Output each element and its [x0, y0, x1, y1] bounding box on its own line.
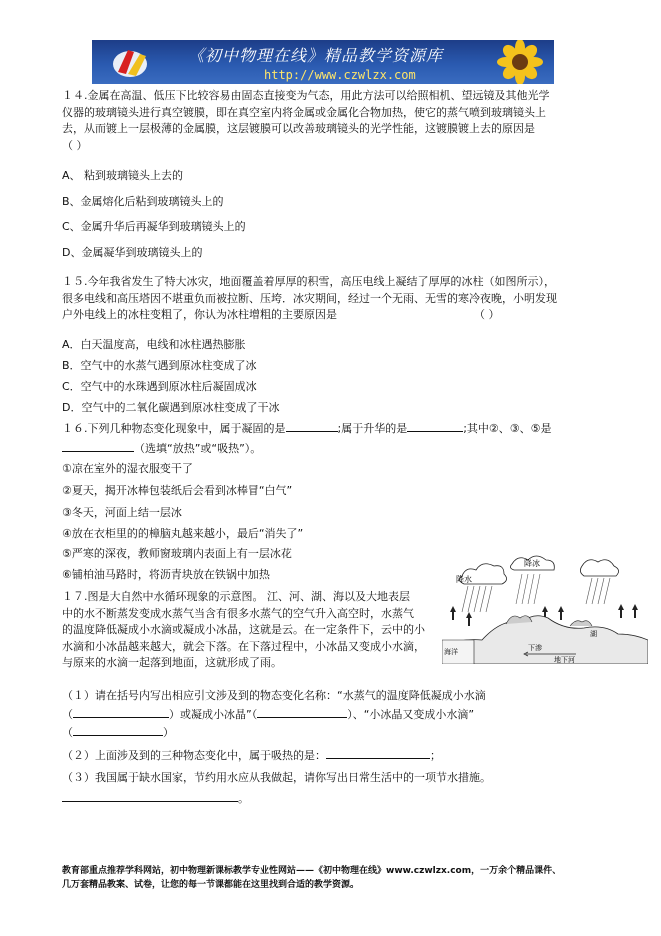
q17-text: 。	[238, 792, 249, 805]
answer-blank[interactable]	[62, 790, 238, 802]
q16-item: ⑤严寒的深夜，教师窗玻璃内表面上有一层冰花	[62, 547, 292, 560]
q14-option-c: C、金属升华后再凝华到玻璃镜头上的	[62, 220, 246, 233]
q16-stem-line-1	[62, 420, 552, 438]
q14-stem-line: 仪器的玻璃镜头进行真空镀膜，即在真空室内将金属或金属化合物加热，使它的蒸气喷到玻璃镜头上	[62, 105, 546, 119]
figure-label-rain: 降水	[456, 575, 472, 584]
q15-option-a: A．白天温度高，电线和冰柱遇热膨胀	[62, 338, 246, 351]
answer-blank[interactable]	[326, 747, 430, 759]
q17-sub1-line-1: （１）请在括号内写出相应引文涉及到的物态变化名称：“水蒸气的温度降低凝成小水滴	[62, 689, 486, 702]
q17-stem-line: １７.图是大自然中水循环现象的示意图。 江、河、湖、海以及大地表层	[62, 590, 410, 603]
answer-blank[interactable]	[73, 706, 169, 718]
q17-sub3-answer	[62, 790, 249, 808]
q14-stem-line: （ ）	[62, 138, 88, 152]
q17-text: （２）上面涉及到的三种物态变化中，属于吸热的是：	[62, 749, 326, 762]
logo-icon	[110, 44, 156, 80]
answer-blank[interactable]	[286, 420, 338, 432]
q16-stem-part: ;属于升华的是	[337, 422, 408, 435]
footer-line: 几万套精品教案、试卷，让您的每一节课都能在这里找到合适的教学资源。	[62, 880, 360, 891]
q15-stem-line-text: 户外电线上的冰柱变粗了，你认为冰柱增粗的主要原因是	[62, 308, 337, 321]
q17-sub1-line-2	[62, 706, 474, 724]
q17-text: ）或凝成小冰晶”（	[169, 708, 258, 721]
q14-stem-line: 去，从而镀上一层极薄的金属膜，这层镀膜可以改善玻璃镜头的光学性能，这镀膜镀上去的原因是	[62, 122, 535, 135]
q16-item: ④放在衣柜里的的樟脑丸越来越小，最后“消失了”	[62, 527, 304, 540]
q16-stem-part: （选填“放热”或“吸热”）。	[134, 442, 262, 455]
q17-stem-line: 与原来的水滴一起落到地面，这就形成了雨。	[62, 656, 282, 669]
answer-blank[interactable]	[407, 420, 463, 432]
answer-blank[interactable]	[62, 440, 134, 452]
q17-sub1-line-3	[62, 724, 174, 742]
header-banner	[92, 40, 554, 84]
q17-sub2	[62, 747, 441, 765]
q15-option-d: D．空气中的二氧化碳遇到原冰柱变成了干冰	[62, 401, 280, 414]
question-15	[62, 274, 598, 324]
q15-stem-line: １５.今年我省发生了特大冰灾，地面覆盖着厚厚的积雪，高压电线上凝结了厚厚的冰柱（如图所示），	[62, 275, 555, 288]
q15-option-c: C．空气中的水珠遇到原冰柱后凝固成冰	[62, 380, 257, 393]
answer-blank[interactable]	[257, 706, 347, 718]
banner-url: http://www.czwlzx.com	[264, 68, 416, 82]
q16-item: ②夏天，揭开冰棒包装纸后会看到冰棒冒“白气”	[62, 484, 293, 497]
q15-option-b: B．空气中的水蒸气遇到原冰柱变成了冰	[62, 359, 257, 372]
q14-option-d: D、金属凝华到玻璃镜头上的	[62, 246, 203, 259]
q14-option-b: B、金属熔化后粘到玻璃镜头上的	[62, 195, 224, 208]
q17-text: ；	[430, 749, 441, 762]
q14-stem-line: １４.金属在高温、低压下比较容易由固态直接变为气态，用此方法可以给照相机、望远镜及其他光学	[62, 89, 550, 102]
q16-item: ③冬天，河面上结一层冰	[62, 506, 182, 519]
figure-label-sea: 海洋	[444, 648, 458, 656]
banner-title: 《初中物理在线》精品教学资源库	[188, 46, 444, 65]
q17-text: ）	[163, 726, 174, 739]
q14-option-a: A、 粘到玻璃镜头上去的	[62, 169, 184, 182]
figure-label-snow: 降冰	[524, 559, 540, 568]
q16-item: ①凉在室外的湿衣服变干了	[62, 462, 193, 475]
figure-label-lake: 湖	[590, 630, 597, 638]
footer-line: 教育部重点推荐学科网站，初中物理新课标教学专业性网站——《初中物理在线》www.czwlzx.com，一万余个精品课件、	[62, 866, 562, 876]
q17-text: （	[62, 708, 73, 721]
q17-text: （	[62, 726, 73, 739]
q16-stem-part: ;其中②、③、⑤是	[463, 422, 552, 435]
q17-sub3: （３）我国属于缺水国家，节约用水应从我做起，请你写出日常生活中的一项节水措施。	[62, 771, 491, 784]
q17-stem-line: 水滴和小冰晶越来越大，就会下落。在下落过程中，小冰晶又变成小水滴，	[62, 639, 425, 653]
answer-blank[interactable]	[73, 724, 163, 736]
page-footer	[62, 864, 622, 893]
water-cycle-diagram	[442, 554, 648, 664]
q17-stem-line: 的温度降低凝成小水滴或凝成小冰晶，这就是云。在一定条件下，云中的小	[62, 623, 425, 636]
q16-stem-part: １６.下列几种物态变化现象中，属于凝固的是	[62, 422, 286, 435]
q15-stem-line: 很多电线和高压塔因不堪重负而被拉断、压垮．冰灾期间，经过一个无雨、无雪的寒冷夜晚，小明发现	[62, 291, 557, 305]
question-14	[62, 88, 598, 154]
q17-stem-line: 中的水不断蒸发变成水蒸气当含有很多水蒸气的空气升入高空时，水蒸气	[62, 606, 414, 620]
question-17	[62, 589, 440, 672]
q15-answer-bracket: （ ）	[474, 308, 500, 321]
q15-stem-line	[62, 307, 598, 324]
q16-stem-line-2	[62, 440, 261, 458]
figure-label-underground: 地下河	[554, 656, 575, 664]
figure-label-seep: 下渗	[528, 644, 542, 652]
q17-text: ）、“小冰晶又变成小水滴”	[347, 708, 475, 721]
q16-item: ⑥铺柏油马路时，将沥青块放在铁锅中加热	[62, 568, 270, 581]
sunflower-icon	[490, 40, 550, 84]
